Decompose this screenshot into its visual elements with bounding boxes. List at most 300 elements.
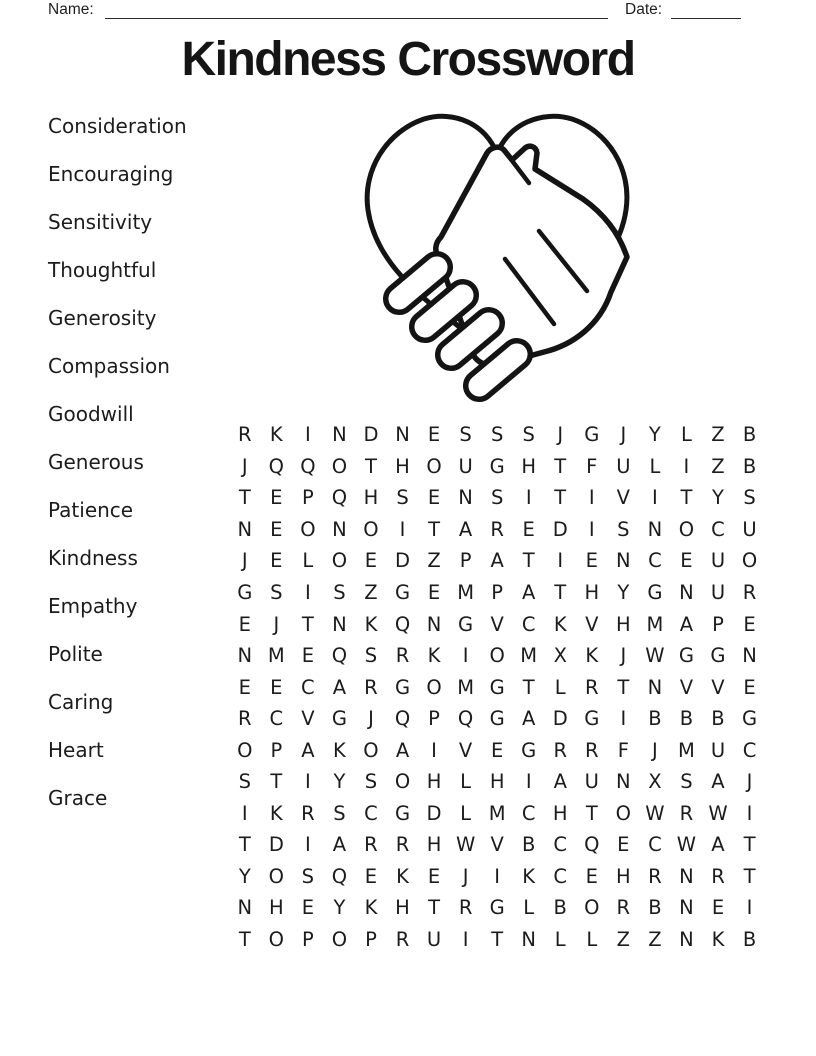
grid-letter: I [588, 486, 595, 510]
grid-letter: T [585, 801, 598, 825]
grid-letter: I [241, 801, 248, 825]
grid-letter: N [616, 770, 631, 794]
grid-letter: V [490, 833, 504, 857]
grid-letter: R [490, 517, 504, 541]
grid-letter: Z [364, 581, 378, 604]
grid-letter: P [459, 549, 472, 573]
grid-letter: N [237, 517, 253, 541]
grid-letter: K [269, 423, 283, 447]
grid-letter: O [363, 738, 379, 762]
word-list-item: Consideration [48, 114, 187, 138]
grid-letter: M [520, 644, 538, 668]
grid-letter: B [553, 896, 567, 920]
grid-letter: E [270, 486, 283, 510]
grid-letter: Q [268, 454, 284, 478]
grid-letter: O [331, 549, 348, 573]
grid-letter: E [585, 549, 598, 573]
grid-letter: V [679, 675, 694, 699]
grid-letter: M [678, 738, 695, 762]
grid-letter: I [588, 517, 595, 541]
grid-letter: I [304, 581, 311, 604]
grid-letter: U [426, 928, 442, 952]
grid-letter: G [741, 707, 758, 731]
grid-letter: L [460, 801, 472, 825]
grid-letter: L [554, 928, 566, 952]
grid-letter: Z [427, 549, 441, 573]
grid-letter: O [615, 801, 632, 825]
grid-letter: V [301, 707, 315, 731]
grid-letter: N [426, 612, 442, 636]
grid-letter: E [522, 517, 535, 541]
grid-letter: T [743, 833, 756, 857]
grid-letter: E [711, 896, 725, 920]
grid-letter: G [710, 644, 726, 668]
grid-letter: G [489, 896, 505, 920]
grid-letter: G [584, 707, 600, 731]
grid-letter: N [237, 896, 253, 920]
grid-letter: N [647, 675, 663, 699]
grid-letter: T [365, 454, 377, 478]
grid-letter: N [521, 928, 536, 952]
grid-letter: B [742, 454, 757, 478]
grid-letter: D [363, 423, 379, 447]
grid-letter: E [270, 549, 283, 573]
grid-letter: N [332, 612, 347, 636]
grid-letter: T [522, 549, 535, 573]
grid-letter: T [270, 770, 283, 794]
grid-letter: R [679, 801, 694, 825]
grid-letter: V [616, 486, 630, 510]
word-list-item: Patience [48, 498, 134, 522]
grid-letter: T [680, 486, 693, 510]
grid-letter: I [304, 833, 311, 857]
grid-letter: T [617, 675, 630, 699]
grid-letter: A [458, 517, 473, 541]
grid-letter: I [304, 423, 311, 447]
grid-letter: H [268, 896, 284, 920]
grid-letter: G [647, 581, 663, 604]
grid-letter: N [332, 423, 347, 447]
grid-letter: O [363, 517, 379, 541]
grid-letter: T [428, 896, 441, 920]
grid-letter: A [332, 833, 347, 857]
grid-letter: S [270, 581, 283, 604]
grid-letter: R [395, 928, 410, 952]
grid-letter: C [553, 833, 568, 857]
grid-letter: R [585, 675, 599, 699]
word-list-item: Polite [48, 642, 103, 666]
grid-letter: G [394, 675, 411, 699]
grid-letter: T [491, 928, 504, 952]
word-list-item: Thoughtful [48, 258, 157, 282]
grid-letter: A [332, 675, 347, 699]
grid-letter: K [585, 644, 599, 668]
grid-letter: D [426, 801, 442, 825]
grid-letter: G [489, 675, 505, 699]
grid-letter: B [648, 896, 662, 920]
word-list-item: Sensitivity [48, 210, 153, 234]
grid-letter: I [525, 486, 532, 510]
grid-letter: P [712, 612, 724, 636]
grid-letter: S [396, 486, 409, 510]
grid-letter: P [301, 928, 314, 952]
grid-letter: I [652, 486, 658, 510]
grid-letter: H [616, 864, 631, 888]
grid-letter: E [617, 833, 630, 857]
grid-letter: E [743, 612, 756, 636]
grid-letter: Y [333, 896, 346, 920]
grid-letter: C [364, 801, 378, 825]
grid-letter: S [522, 423, 535, 447]
grid-letter: N [679, 896, 694, 920]
grid-letter: Y [333, 770, 346, 794]
grid-letter: N [742, 644, 757, 668]
grid-letter: Q [584, 833, 600, 857]
grid-letter: C [301, 675, 315, 699]
grid-letter: C [648, 833, 662, 857]
grid-letter: N [616, 549, 631, 573]
grid-letter: E [743, 675, 756, 699]
grid-letter: G [237, 581, 253, 604]
grid-letter: W [455, 833, 476, 857]
grid-letter: S [617, 517, 630, 541]
grid-letter: J [241, 549, 248, 573]
grid-letter: H [489, 770, 505, 794]
grid-letter: A [301, 738, 315, 762]
grid-letter: T [554, 454, 567, 478]
grid-letter: S [333, 581, 346, 604]
grid-letter: Q [300, 454, 316, 478]
grid-letter: E [238, 675, 251, 699]
grid-letter: R [364, 675, 378, 699]
grid-letter: Q [331, 644, 348, 668]
grid-letter: S [680, 770, 693, 794]
grid-letter: W [645, 644, 665, 668]
grid-letter: H [426, 833, 442, 857]
grid-letter: U [710, 581, 726, 604]
grid-letter: R [742, 581, 757, 604]
grid-letter: J [273, 612, 280, 636]
grid-letter: O [426, 454, 442, 478]
grid-letter: E [301, 896, 315, 920]
grid-letter: O [426, 675, 442, 699]
grid-letter: M [457, 581, 475, 604]
grid-letter: H [552, 801, 568, 825]
grid-letter: U [584, 770, 599, 794]
grid-letter: L [680, 423, 692, 447]
grid-letter: J [368, 707, 374, 731]
grid-letter: A [522, 581, 536, 604]
grid-letter: K [522, 864, 536, 888]
grid-letter: F [617, 738, 629, 762]
grid-letter: E [270, 517, 283, 541]
word-list-item: Encouraging [48, 162, 174, 186]
grid-letter: J [557, 423, 564, 447]
grid-letter: Q [331, 486, 348, 510]
word-list-item: Kindness [48, 546, 138, 570]
grid-letter: G [521, 738, 537, 762]
word-list-item: Goodwill [48, 402, 134, 426]
grid-letter: P [428, 707, 440, 731]
grid-letter: C [269, 707, 284, 731]
grid-letter: E [427, 486, 441, 510]
name-label: Name: [48, 1, 94, 18]
grid-letter: E [364, 864, 378, 888]
grid-letter: S [490, 486, 504, 510]
grid-letter: O [331, 928, 348, 952]
grid-letter: B [679, 707, 694, 731]
grid-letter: O [331, 454, 348, 478]
grid-letter: E [585, 864, 598, 888]
grid-letter: P [365, 928, 377, 952]
grid-letter: S [743, 486, 756, 510]
grid-letter: A [711, 770, 725, 794]
grid-letter: R [585, 738, 599, 762]
grid-letter: Q [394, 707, 411, 731]
page-title: Kindness Crossword [181, 33, 635, 86]
grid-letter: K [711, 928, 725, 952]
grid-letter: I [746, 896, 753, 920]
grid-letter: A [679, 612, 694, 636]
grid-letter: H [363, 486, 379, 510]
grid-letter: O [300, 517, 316, 541]
word-list-item: Compassion [48, 354, 170, 378]
grid-letter: X [648, 770, 662, 794]
grid-letter: W [645, 801, 665, 825]
grid-letter: J [241, 454, 248, 478]
grid-letter: I [494, 864, 501, 888]
grid-letter: C [521, 612, 536, 636]
grid-letter: T [554, 581, 567, 604]
grid-letter: I [525, 770, 532, 794]
grid-letter: W [708, 801, 728, 825]
grid-letter: W [676, 833, 697, 857]
grid-letter: S [490, 423, 504, 447]
grid-letter: Y [712, 486, 724, 510]
grid-letter: E [427, 423, 441, 447]
word-list-item: Generosity [48, 306, 157, 330]
grid-letter: O [268, 864, 284, 888]
grid-letter: M [267, 644, 285, 668]
grid-letter: A [711, 833, 725, 857]
grid-letter: E [364, 549, 378, 573]
grid-letter: J [620, 423, 627, 447]
grid-letter: R [395, 644, 410, 668]
grid-letter: T [238, 928, 251, 952]
grid-letter: H [521, 454, 537, 478]
grid-letter: S [364, 770, 378, 794]
grid-letter: Z [711, 423, 725, 447]
grid-letter: M [488, 801, 506, 825]
grid-letter: S [459, 423, 472, 447]
grid-letter: L [302, 549, 314, 573]
grid-letter: E [427, 864, 441, 888]
grid-letter: K [333, 738, 346, 762]
grid-letter: T [522, 675, 535, 699]
grid-letter: R [364, 833, 378, 857]
grid-letter: N [237, 644, 253, 668]
grid-letter: G [584, 423, 600, 447]
grid-letter: J [462, 864, 469, 888]
grid-letter: M [646, 612, 664, 636]
grid-letter: L [649, 454, 661, 478]
grid-letter: N [332, 517, 347, 541]
grid-letter: B [522, 833, 536, 857]
grid-letter: G [394, 801, 411, 825]
grid-letter: H [395, 896, 410, 920]
word-list [48, 102, 228, 822]
grid-letter: T [238, 833, 251, 857]
grid-letter: I [431, 738, 437, 762]
grid-letter: I [462, 644, 469, 668]
grid-letter: B [648, 707, 662, 731]
grid-letter: Z [648, 928, 662, 952]
grid-letter: L [554, 675, 566, 699]
grid-letter: Q [394, 612, 411, 636]
grid-letter: V [585, 612, 599, 636]
grid-letter: I [683, 454, 690, 478]
grid-letter: O [678, 517, 695, 541]
grid-letter: K [396, 864, 409, 888]
grid-letter: O [741, 549, 758, 573]
grid-letter: R [711, 864, 725, 888]
word-list-item: Heart [48, 738, 104, 762]
grid-letter: R [458, 896, 473, 920]
grid-letter: Y [617, 581, 630, 604]
grid-letter: T [554, 486, 567, 510]
grid-letter: Q [331, 864, 348, 888]
grid-letter: E [238, 612, 251, 636]
grid-letter: T [301, 612, 314, 636]
grid-letter: G [394, 581, 411, 604]
grid-letter: S [301, 864, 315, 888]
grid-letter: R [237, 707, 252, 731]
grid-letter: D [552, 517, 568, 541]
grid-letter: E [680, 549, 693, 573]
grid-letter: V [490, 612, 504, 636]
grid-letter: O [268, 928, 284, 952]
grid-letter: K [364, 612, 378, 636]
grid-letter: C [711, 517, 725, 541]
grid-letter: R [616, 896, 631, 920]
grid-letter: L [460, 770, 472, 794]
grid-letter: K [269, 801, 283, 825]
grid-letter: Y [648, 423, 661, 447]
grid-letter: Z [711, 454, 725, 478]
word-list-item: Grace [48, 786, 108, 810]
grid-letter: M [457, 675, 475, 699]
grid-letter: J [746, 770, 753, 794]
grid-letter: U [710, 549, 726, 573]
grid-letter: U [616, 454, 631, 478]
grid-letter: B [742, 928, 757, 952]
grid-letter: U [458, 454, 473, 478]
grid-letter: H [426, 770, 442, 794]
grid-letter: P [270, 738, 283, 762]
grid-letter: G [458, 612, 474, 636]
grid-letter: E [427, 581, 441, 604]
grid-letter: P [491, 581, 504, 604]
date-fill-line[interactable] [671, 3, 741, 19]
grid-letter: R [648, 864, 662, 888]
grid-letter: C [742, 738, 757, 762]
grid-letter: N [679, 581, 694, 604]
grid-letter: A [553, 770, 567, 794]
grid-letter: P [301, 486, 314, 510]
grid-letter: K [364, 896, 378, 920]
grid-letter: F [586, 454, 598, 478]
grid-letter: O [237, 738, 253, 762]
handshake-heart-icon [348, 112, 650, 404]
grid-letter: R [395, 833, 410, 857]
grid-letter: S [364, 644, 378, 668]
grid-letter: U [710, 738, 726, 762]
grid-letter: O [584, 896, 600, 920]
word-list-item: Empathy [48, 594, 138, 618]
grid-letter: T [743, 864, 756, 888]
grid-letter: J [652, 738, 658, 762]
grid-letter: T [428, 517, 441, 541]
grid-letter: K [553, 612, 567, 636]
grid-letter: S [333, 801, 346, 825]
name-fill-line[interactable] [105, 3, 608, 19]
grid-letter: G [489, 707, 505, 731]
grid-letter: B [742, 423, 757, 447]
grid-letter: N [679, 928, 694, 952]
date-label: Date: [625, 1, 663, 18]
grid-letter: A [395, 738, 410, 762]
word-list-item: Generous [48, 450, 144, 474]
grid-letter: N [679, 864, 694, 888]
grid-letter: A [490, 549, 504, 573]
grid-letter: L [523, 896, 535, 920]
grid-letter: I [462, 928, 469, 952]
grid-letter: I [399, 517, 406, 541]
grid-letter: I [620, 707, 627, 731]
grid-letter: C [521, 801, 536, 825]
grid-letter: D [268, 833, 284, 857]
grid-letter: C [553, 864, 568, 888]
grid-letter: H [616, 612, 631, 636]
grid-letter: J [620, 644, 627, 668]
grid-letter: R [553, 738, 568, 762]
grid-letter: R [301, 801, 315, 825]
grid-letter: B [711, 707, 725, 731]
grid-letter: N [395, 423, 410, 447]
grid-letter: A [522, 707, 536, 731]
grid-letter: O [394, 770, 411, 794]
grid-letter: D [395, 549, 411, 573]
grid-letter: U [742, 517, 757, 541]
grid-letter: Y [238, 864, 251, 888]
grid-letter: L [586, 928, 598, 952]
grid-letter: S [238, 770, 251, 794]
grid-letter: V [458, 738, 473, 762]
grid-letter: E [490, 738, 504, 762]
grid-letter: D [552, 707, 568, 731]
grid-letter: N [647, 517, 663, 541]
grid-letter: H [395, 454, 410, 478]
grid-letter: H [584, 581, 600, 604]
grid-letter: Z [616, 928, 631, 952]
word-list-item: Caring [48, 690, 114, 714]
word-search-grid [229, 419, 765, 955]
grid-letter: I [304, 770, 311, 794]
grid-letter: I [557, 549, 564, 573]
grid-letter: E [301, 644, 315, 668]
grid-letter: C [648, 549, 662, 573]
grid-letter: T [238, 486, 251, 510]
